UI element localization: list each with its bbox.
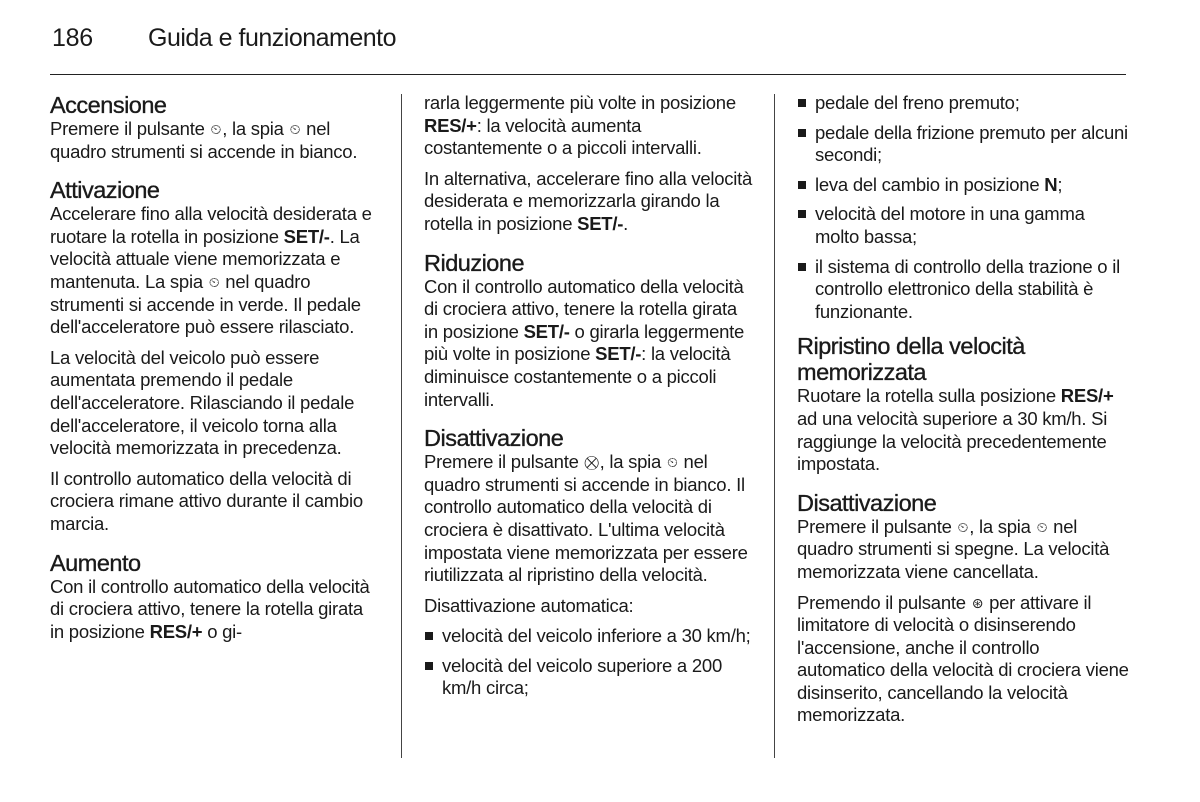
cruise-control-icon: ⏲ xyxy=(1036,518,1048,535)
section-heading-ripristino: Ripristino della velocità memorizzata xyxy=(797,333,1025,386)
paragraph: Premendo il pulsante ⊛ per attivare il limitatore di velocità o disinserendo l'accensione, anche il controllo automatico della velocità di crociera viene disinserito, cancellando la velocità memorizzata. xyxy=(797,591,1129,726)
section-heading-aumento: Aumento xyxy=(50,549,141,576)
bullet-list xyxy=(797,92,1129,323)
list-item: pedale del freno premuto; xyxy=(797,92,1129,115)
cruise-control-icon: ⏲ xyxy=(210,121,222,137)
paragraph: Premere il pulsante ⏲, la spia ⏲ nel quadro strumenti si accende in bianco. xyxy=(50,118,358,162)
cruise-cancel-icon: ⛒ xyxy=(584,454,599,471)
cruise-control-icon: ⏲ xyxy=(666,454,678,471)
section-heading-attivazione: Attivazione xyxy=(50,177,160,204)
list-item: il sistema di controllo della trazione o il controllo elettronico della stabilità è funzionante. xyxy=(797,256,1129,324)
paragraph: rarla leggermente più volte in posizione RES/+: la velocità aumenta costantemente o a piccoli intervalli. xyxy=(424,92,736,159)
paragraph: Premere il pulsante ⛒, la spia ⏲ nel quadro strumenti si accende in bianco. Il controllo automatico della velocità di crociera è disattivato. L'ultima velocità impostata viene memorizzata per essere riutilizzata al ripristino della velocità. xyxy=(424,451,748,586)
cruise-control-icon: ⏲ xyxy=(289,121,301,137)
column-3 xyxy=(797,92,1129,735)
section-heading-disattivazione: Disattivazione xyxy=(424,425,564,452)
paragraph: Ruotare la rotella sulla posizione RES/+ ad una velocità superiore a 30 km/h. Si raggiunge la velocità precedentemente impostata. xyxy=(797,385,1114,475)
list-item: velocità del motore in una gamma molto bassa; xyxy=(797,203,1129,248)
bullet-list xyxy=(424,625,754,700)
column-divider xyxy=(774,94,775,758)
section-heading-disattivazione: Disattivazione xyxy=(797,489,937,516)
list-item: pedale della frizione premuto per alcuni secondi; xyxy=(797,122,1129,167)
paragraph: Premere il pulsante ⏲, la spia ⏲ nel quadro strumenti si spegne. La velocità memorizzata viene cancellata. xyxy=(797,515,1110,582)
list-item: velocità del veicolo inferiore a 30 km/h; xyxy=(424,625,754,648)
cruise-control-icon: ⏲ xyxy=(208,273,220,290)
column-1 xyxy=(50,92,380,651)
chapter-title: Guida e funzionamento xyxy=(148,24,397,52)
list-item: leva del cambio in posizione N; xyxy=(797,174,1129,197)
paragraph: Con il controllo automatico della velocità di crociera attivo, tenere la rotella girata in posizione SET/- o girarla leggermente più volte in posizione SET/-: la velocità diminuisce costantemente o a piccoli intervalli. xyxy=(424,275,745,410)
column-2 xyxy=(424,92,754,708)
speed-limiter-icon: ⊛ xyxy=(971,594,984,611)
section-heading-riduzione: Riduzione xyxy=(424,249,525,276)
paragraph: Con il controllo automatico della velocità di crociera attivo, tenere la rotella girata in posizione RES/+ o gi- xyxy=(50,575,370,642)
cruise-control-icon: ⏲ xyxy=(957,518,969,535)
paragraph: La velocità del veicolo può essere aumentata premendo il pedale dell'acceleratore. Rilasciando il pedale dell'acceleratore, il veicolo torna alla velocità memorizzata in precedenza. xyxy=(50,346,355,459)
page-number: 186 xyxy=(52,24,93,52)
paragraph: In alternativa, accelerare fino alla velocità desiderata e memorizzarla girando la rotella in posizione SET/-. xyxy=(424,167,753,234)
paragraph: Il controllo automatico della velocità di crociera rimane attivo durante il cambio marcia. xyxy=(50,467,363,534)
paragraph: Disattivazione automatica: xyxy=(424,594,634,616)
paragraph: Accelerare fino alla velocità desiderata e ruotare la rotella in posizione SET/-. La velocità attuale viene memorizzata e mantenuta. La spia ⏲ nel quadro strumenti si accende in verde. Il pedale dell'acceleratore può essere rilasciato. xyxy=(50,203,372,338)
section-heading-accensione: Accensione xyxy=(50,92,167,118)
list-item: velocità del veicolo superiore a 200 km/h circa; xyxy=(424,655,754,700)
column-divider xyxy=(401,94,402,758)
header-rule xyxy=(50,74,1126,75)
